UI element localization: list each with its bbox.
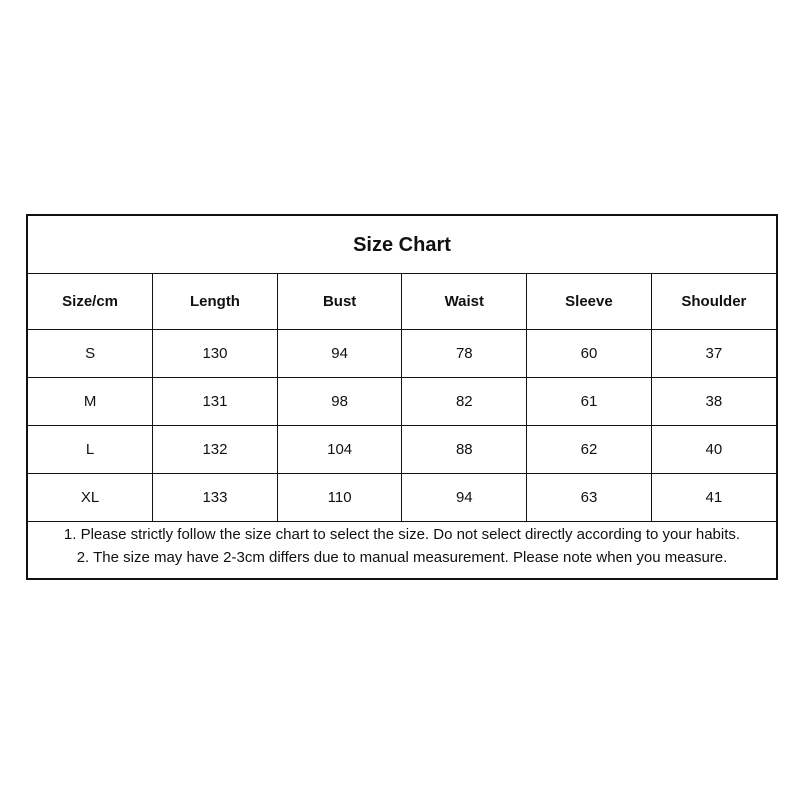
cell-shoulder: 38 [651, 378, 776, 426]
table-row [28, 378, 776, 426]
size-chart [26, 214, 778, 580]
notes [28, 523, 776, 569]
cell-sleeve: 63 [527, 474, 652, 522]
chart-title: Size Chart [28, 216, 776, 274]
cell-size: M [28, 378, 153, 426]
table-row [28, 330, 776, 378]
cell-waist: 78 [402, 330, 527, 378]
cell-waist: 82 [402, 378, 527, 426]
cell-waist: 88 [402, 426, 527, 474]
cell-shoulder: 41 [651, 474, 776, 522]
cell-length: 131 [153, 378, 278, 426]
table-row [28, 474, 776, 522]
cell-sleeve: 61 [527, 378, 652, 426]
column-header-shoulder: Shoulder [651, 274, 776, 330]
cell-size: L [28, 426, 153, 474]
cell-sleeve: 62 [527, 426, 652, 474]
cell-size: S [28, 330, 153, 378]
note-line: 1. Please strictly follow the size chart to select the size. Do not select directly according to your habits. [63, 526, 741, 543]
column-header-waist: Waist [402, 274, 527, 330]
column-header-bust: Bust [277, 274, 402, 330]
table-row [28, 426, 776, 474]
note-line: 2. The size may have 2-3cm differs due to manual measurement. Please note when you measure. [76, 549, 728, 566]
size-table [28, 274, 776, 522]
cell-shoulder: 37 [651, 330, 776, 378]
cell-length: 133 [153, 474, 278, 522]
header-row [28, 274, 776, 330]
cell-length: 130 [153, 330, 278, 378]
cell-bust: 98 [277, 378, 402, 426]
column-header-size: Size/cm [28, 274, 153, 330]
column-header-length: Length [153, 274, 278, 330]
column-header-sleeve: Sleeve [527, 274, 652, 330]
cell-bust: 104 [277, 426, 402, 474]
cell-size: XL [28, 474, 153, 522]
cell-waist: 94 [402, 474, 527, 522]
cell-sleeve: 60 [527, 330, 652, 378]
cell-length: 132 [153, 426, 278, 474]
cell-bust: 110 [277, 474, 402, 522]
cell-shoulder: 40 [651, 426, 776, 474]
cell-bust: 94 [277, 330, 402, 378]
